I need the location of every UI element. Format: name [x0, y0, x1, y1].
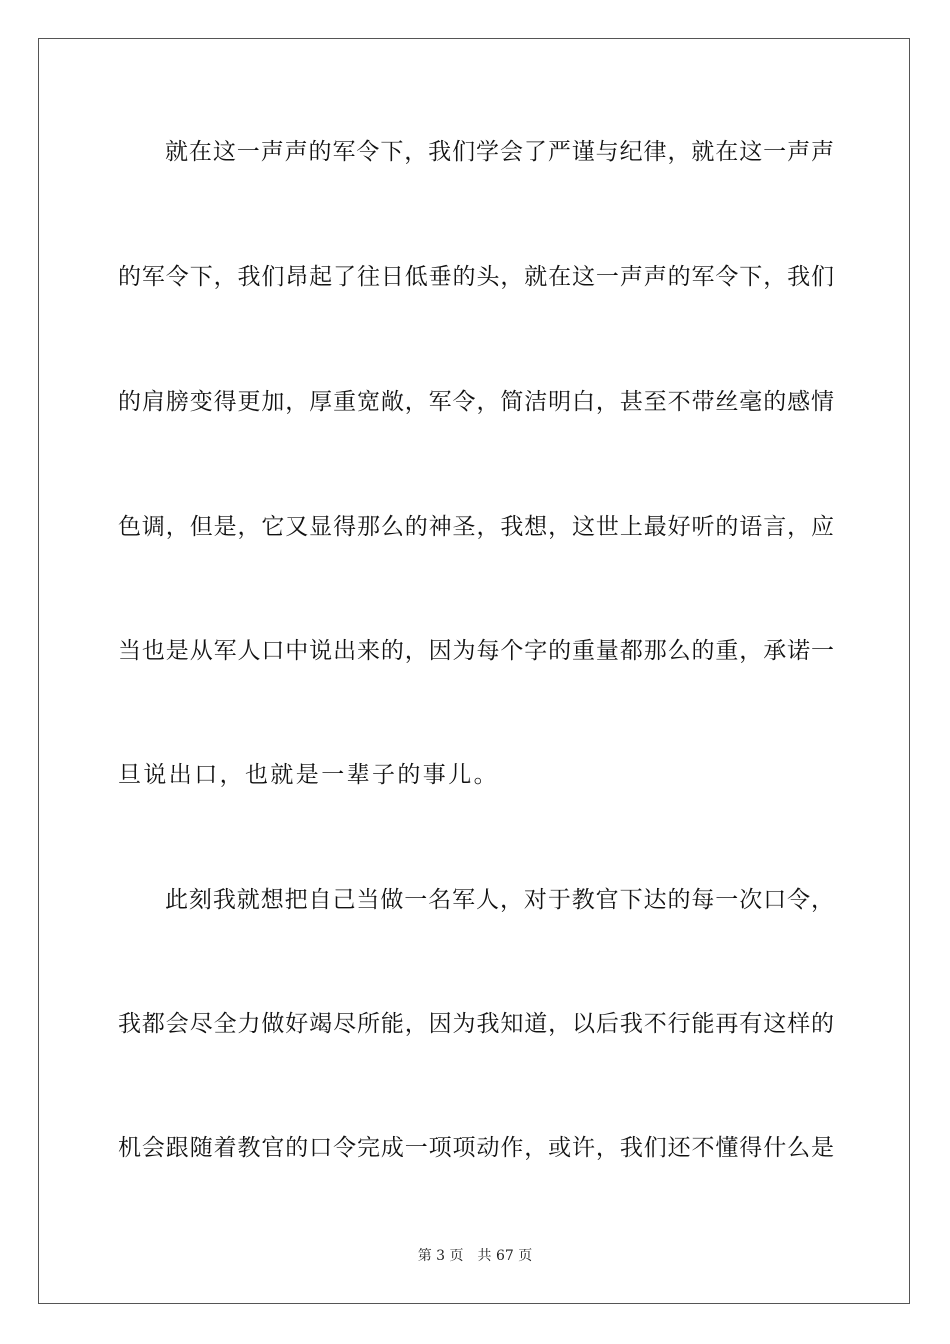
page-number: 第 3 页: [417, 1248, 464, 1264]
page-footer: [0, 1246, 950, 1266]
paragraph-1-line-4: 色调，但是，它又显得那么的神圣，我想，这世上最好听的语言，应: [118, 514, 834, 540]
paragraph-1-line-5: 当也是从军人口中说出来的，因为每个字的重量都那么的重，承诺一: [118, 638, 834, 664]
page-border: [38, 38, 910, 1304]
paragraph-1-line-3: 的肩膀变得更加，厚重宽敞，军令，简洁明白，甚至不带丝毫的感情: [118, 389, 834, 415]
paragraph-2-line-3: 机会跟随着教官的口令完成一项项动作，或许，我们还不懂得什么是: [118, 1135, 834, 1161]
paragraph-1-line-1: 就在这一声声的军令下，我们学会了严谨与纪律，就在这一声声: [165, 139, 834, 165]
paragraph-2-line-2: 我都会尽全力做好竭尽所能，因为我知道，以后我不行能再有这样的: [118, 1011, 834, 1037]
page-total: 共 67 页: [477, 1248, 533, 1264]
paragraph-2-line-1: 此刻我就想把自己当做一名军人，对于教官下达的每一次口令，: [165, 887, 834, 913]
paragraph-1-line-6: 旦说出口，也就是一辈子的事儿。: [118, 762, 499, 788]
paragraph-1-line-2: 的军令下，我们昂起了往日低垂的头，就在这一声声的军令下，我们: [118, 264, 834, 290]
